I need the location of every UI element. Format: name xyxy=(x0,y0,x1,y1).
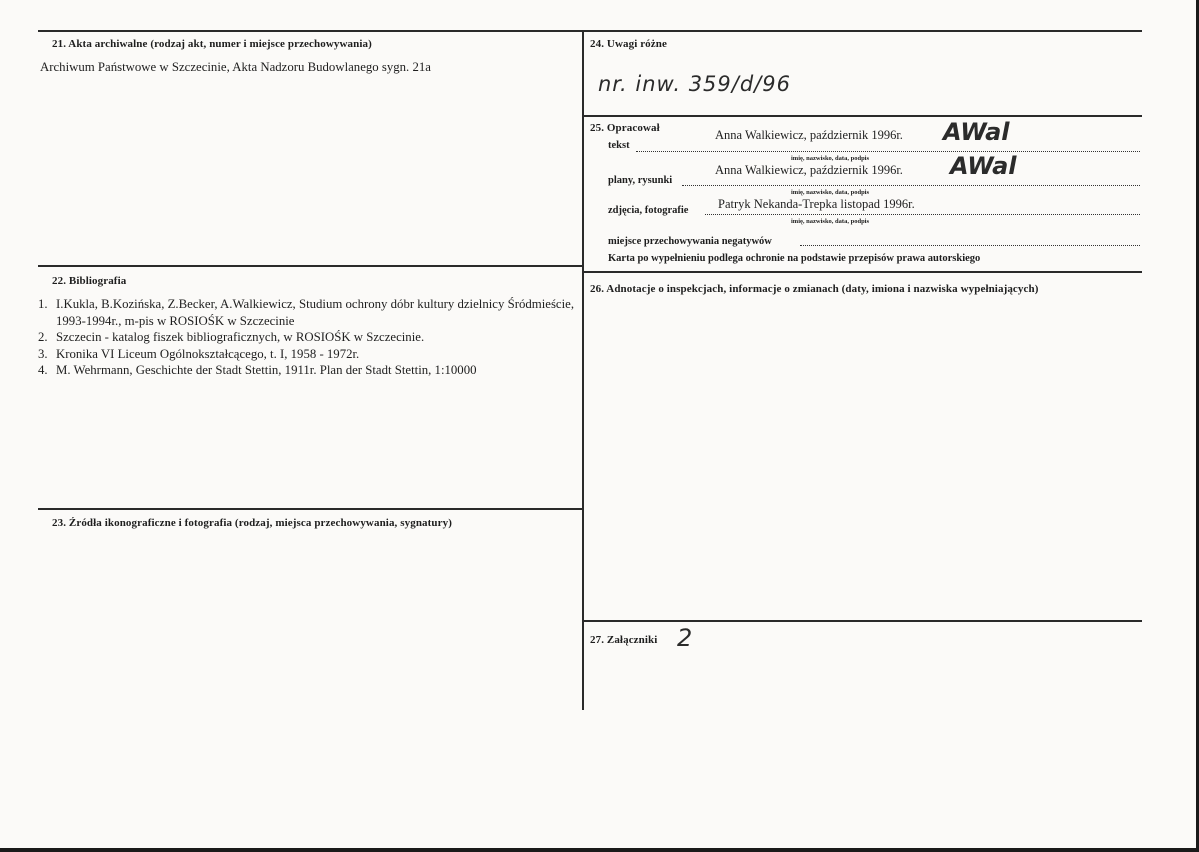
negatives-label: miejsce przechowywania negatywów xyxy=(608,236,772,247)
section-23-heading: 23. Źródła ikonograficzne i fotografia (rodzaj, miejsca przechowywania, sygnatury) xyxy=(52,517,452,529)
inventory-number-handwriting: nr. inw. 359/d/96 xyxy=(598,72,791,96)
text-dotted-line xyxy=(636,151,1140,152)
copyright-note: Karta po wypełnieniu podlega ochronie na podstawie przepisów prawa autorskiego xyxy=(608,253,981,264)
section-26-heading: 26. Adnotacje o inspekcjach, informacje o zmianach (daty, imiona i nazwiska wypełniających) xyxy=(590,283,1039,295)
photos-label: zdjęcia, fotografie xyxy=(608,205,689,216)
rule-left-22 xyxy=(38,265,583,267)
section-21-text: Archiwum Państwowe w Szczecinie, Akta Nadzoru Budowlanego sygn. 21a xyxy=(40,60,431,74)
text-signature: AWal xyxy=(943,118,1010,146)
rule-right-27 xyxy=(583,620,1142,622)
plans-author: Anna Walkiewicz, październik 1996r. xyxy=(715,163,903,177)
list-item: 1. I.Kukla, B.Kozińska, Z.Becker, A.Walkiewicz, Studium ochrony dóbr kultury dzielnicy Śródmieście, 1993-1994r., m-pis w ROSIOŚK w Szczecinie xyxy=(38,297,575,328)
plans-signature: AWal xyxy=(950,152,1017,180)
plans-label: plany, rysunki xyxy=(608,175,673,186)
list-item: 3. Kronika VI Liceum Ogólnokształcącego, t. I, 1958 - 1972r. xyxy=(38,346,360,361)
attachments-count-handwriting: 2 xyxy=(677,624,693,652)
bibliography-list xyxy=(38,296,578,379)
text-author: Anna Walkiewicz, październik 1996r. xyxy=(715,128,903,142)
bottom-border xyxy=(0,848,1199,852)
center-divider xyxy=(582,30,584,710)
section-21-heading: 21. Akta archiwalne (rodzaj akt, numer i miejsce przechowywania) xyxy=(52,38,372,50)
list-item: 4. M. Wehrmann, Geschichte der Stadt Stettin, 1911r. Plan der Stadt Stettin, 1:10000 xyxy=(38,363,477,377)
photos-caption: imię, nazwisko, data, podpis xyxy=(791,218,870,225)
rule-right-25 xyxy=(583,115,1142,117)
list-item: 2. Szczecin - katalog fiszek bibliograficznych, w ROSIOŚK w Szczecinie. xyxy=(38,330,425,344)
section-25-heading: 25. Opracował xyxy=(590,122,660,134)
rule-right-26 xyxy=(583,271,1142,273)
plans-caption: imię, nazwisko, data, podpis xyxy=(791,189,870,196)
text-label: tekst xyxy=(608,140,630,151)
section-24-heading: 24. Uwagi różne xyxy=(590,38,667,50)
section-22-heading: 22. Bibliografia xyxy=(52,275,127,287)
photos-author: Patryk Nekanda-Trepka listopad 1996r. xyxy=(718,197,915,211)
photos-dotted-line xyxy=(705,214,1140,215)
section-27-heading: 27. Załączniki xyxy=(590,634,658,646)
text-caption: imię, nazwisko, data, podpis xyxy=(791,155,870,162)
rule-left-23 xyxy=(38,508,583,510)
top-rule xyxy=(38,30,1142,32)
plans-dotted-line xyxy=(682,185,1140,186)
negatives-dotted-line xyxy=(800,245,1140,246)
